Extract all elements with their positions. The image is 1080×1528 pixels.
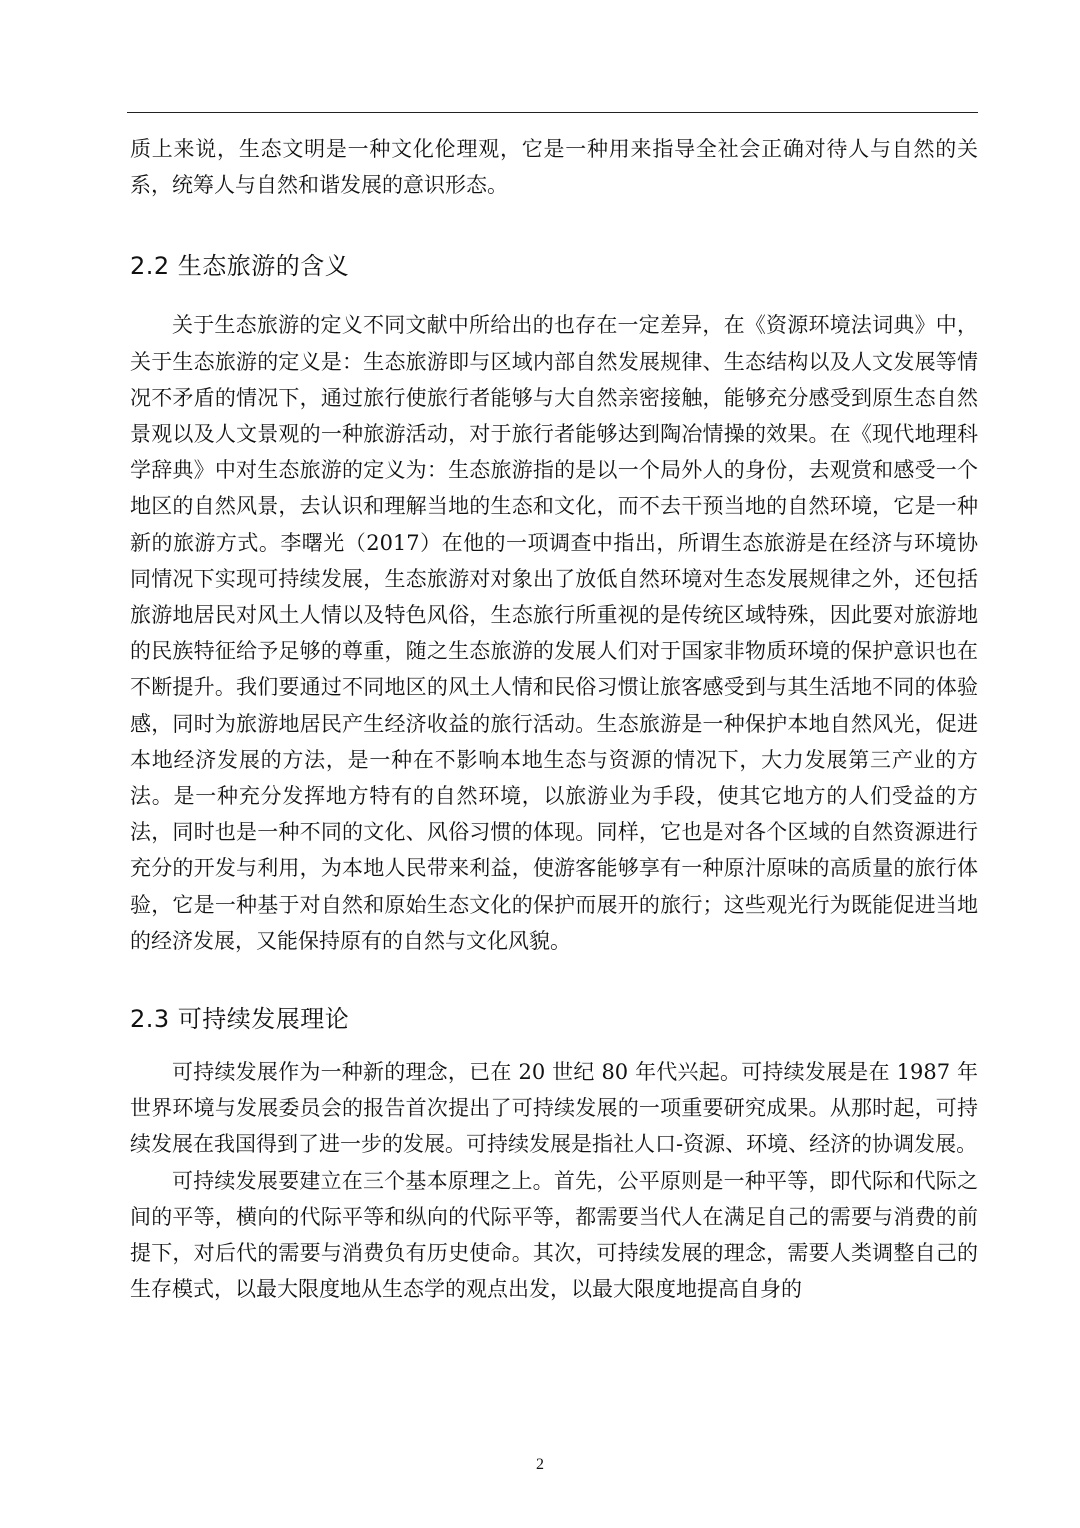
page-content [130, 131, 978, 1307]
header-rule [127, 112, 978, 113]
section-heading-2-3: 2.3 可持续发展理论 [130, 1005, 350, 1034]
section-2-2-paragraph: 关于生态旅游的定义不同文献中所给出的也存在一定差异，在《资源环境法词典》中，关于生态旅游的定义是：生态旅游即与区域内部自然发展规律、生态结构以及人文发展等情况不矛盾的情况下，通过旅行使旅行者能够与大自然亲密接触，能够充分感受到原生态自然景观以及人文景观的一种旅游活动，对于旅行者能够达到陶冶情操的效果。在《现代地理科学辞典》中对生态旅游的定义为：生态旅游指的是以一个局外人的身份，去观赏和感受一个地区的自然风景，去认识和理解当地的生态和文化，而不去干预当地的自然环境，它是一种新的旅游方式。李曙光（2017）在他的一项调查中指出，所谓生态旅游是在经济与环境协同情况下实现可持续发展，生态旅游对对象出了放低自然环境对生态发展规律之外，还包括旅游地居民对风土人情以及特色风俗，生态旅行所重视的是传统区域特殊，因此要对旅游地的民族特征给予足够的尊重，随之生态旅游的发展人们对于国家非物质环境的保护意识也在不断提升。我们要通过不同地区的风土人情和民俗习惯让旅客感受到与其生活地不同的体验感，同时为旅游地居民产生经济收益的旅行活动。生态旅游是一种保护本地自然风光，促进本地经济发展的方法，是一种在不影响本地生态与资源的情况下，大力发展第三产业的方法。是一种充分发挥地方特有的自然环境，以旅游业为手段，使其它地方的人们受益的方法，同时也是一种不同的文化、风俗习惯的体现。同样，它也是对各个区域的自然资源进行充分的开发与利用，为本地人民带来利益，使游客能够享有一种原汁原味的高质量的旅行体验，它是一种基于对自然和原始生态文化的保护而展开的旅行；这些观光行为既能促进当地的经济发展，又能保持原有的自然与文化风貌。 [130, 313, 978, 953]
section-heading-2-2: 2.2 生态旅游的含义 [130, 252, 350, 281]
section-2-3-paragraph-1: 可持续发展作为一种新的理念，已在 20 世纪 80 年代兴起。可持续发展是在 1987 年世界环境与发展委员会的报告首次提出了可持续发展的一项重要研究成果。从那时起，可持续发展在我国得到了进一步的发展。可持续发展是指社人口-资源、环境、经济的协调发展。 [130, 1060, 978, 1157]
page-number: 2 [536, 1456, 544, 1473]
section-2-3-paragraph-2: 可持续发展要建立在三个基本原理之上。首先，公平原则是一种平等，即代际和代际之间的平等，横向的代际平等和纵向的代际平等，都需要当代人在满足自己的需要与消费的前提下，对后代的需要与消费负有历史使命。其次，可持续发展的理念，需要人类调整自己的生存模式，以最大限度地从生态学的观点出发，以最大限度地提高自身的 [130, 1168, 978, 1302]
continuation-paragraph: 质上来说，生态文明是一种文化伦理观，它是一种用来指导全社会正确对待人与自然的关系，统筹人与自然和谐发展的意识形态。 [130, 137, 978, 198]
